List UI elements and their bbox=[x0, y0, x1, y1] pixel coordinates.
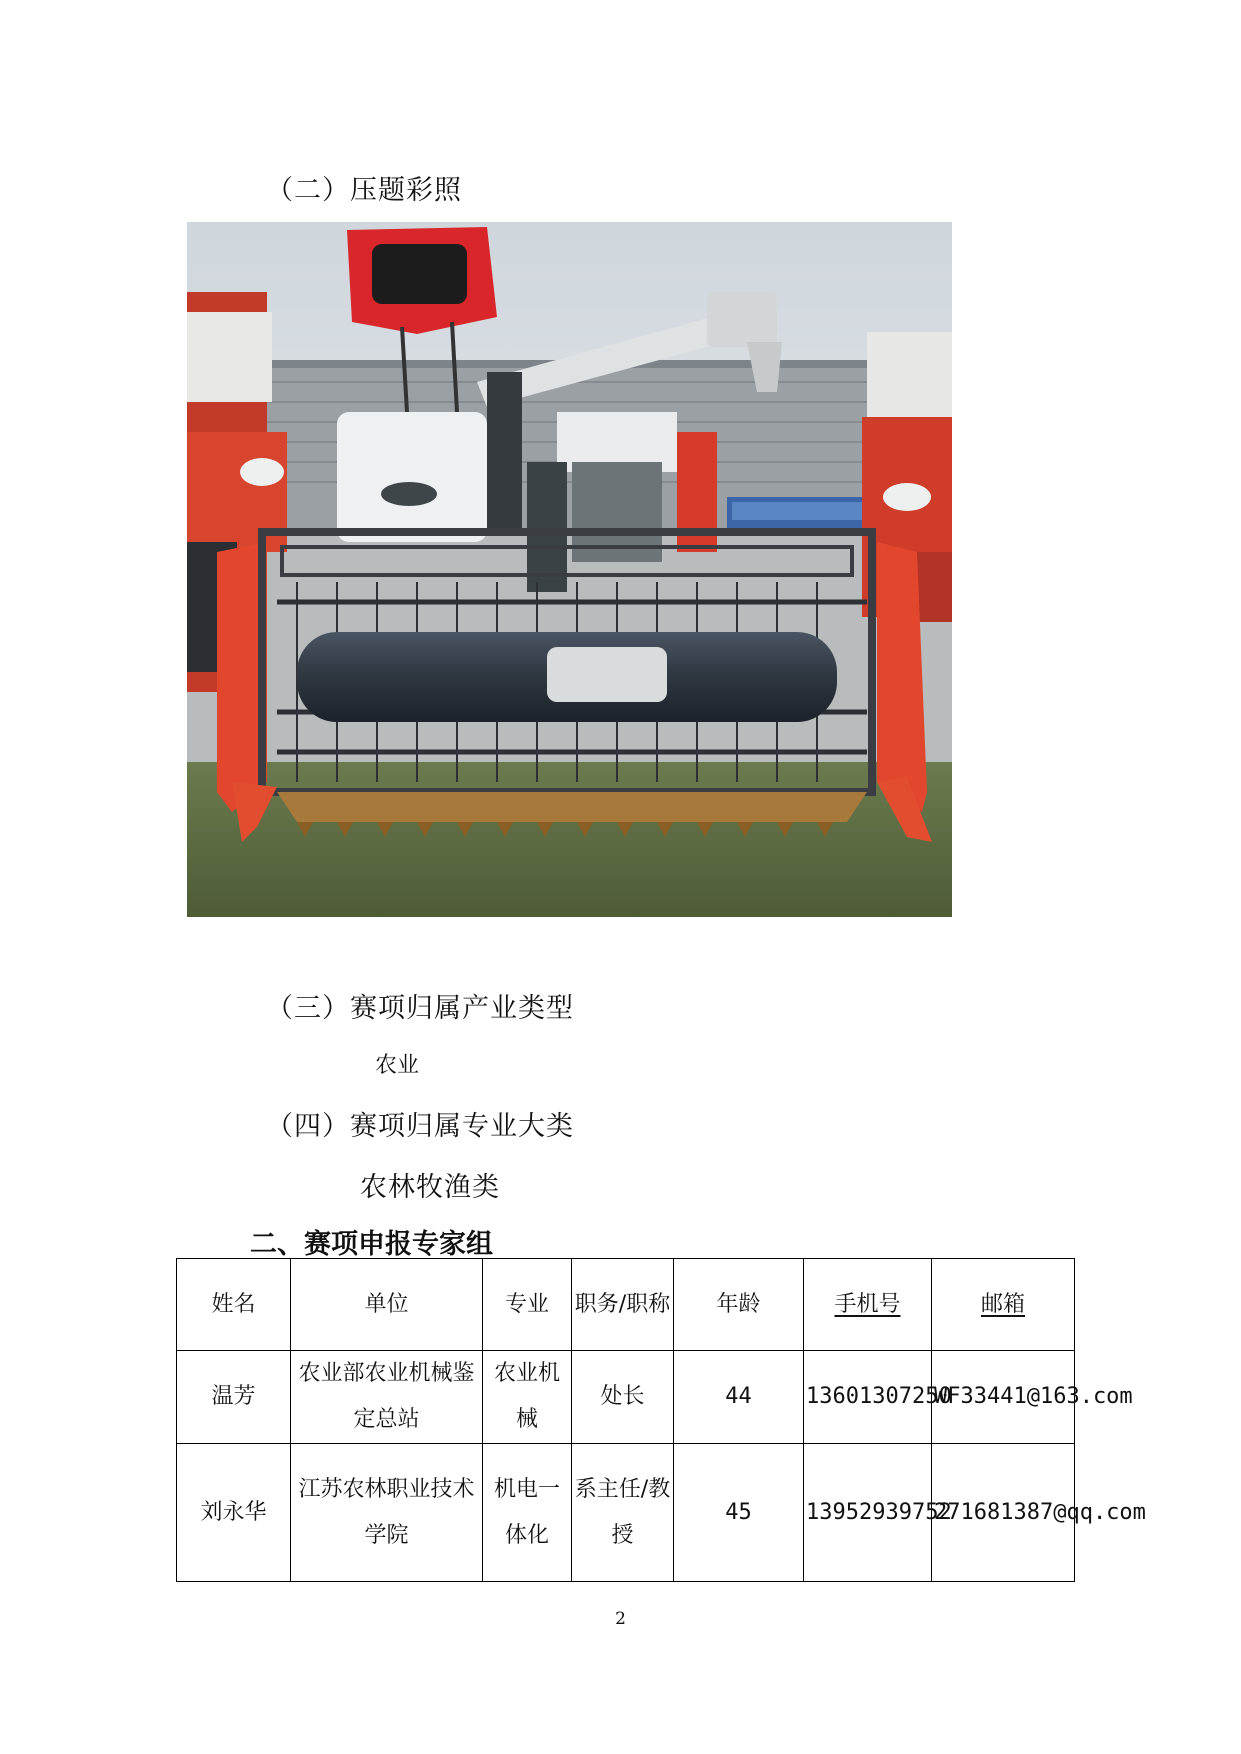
industry-value: 农业 bbox=[375, 1053, 420, 1078]
major-value: 农林牧渔类 bbox=[360, 1172, 500, 1203]
cell-unit: 农业部农业机械鉴定总站 bbox=[291, 1351, 483, 1444]
cell-age: 45 bbox=[674, 1444, 804, 1582]
cell-age: 44 bbox=[674, 1351, 804, 1444]
cell-name: 刘永华 bbox=[177, 1444, 291, 1582]
cell-major: 农业机械 bbox=[483, 1351, 572, 1444]
cell-email: WF33441@163.com bbox=[932, 1351, 1075, 1444]
experts-table bbox=[176, 1258, 1146, 1582]
cell-name: 温芳 bbox=[177, 1351, 291, 1444]
col-header-unit: 单位 bbox=[291, 1259, 483, 1351]
section-major-heading: （四）赛项归属专业大类 bbox=[266, 1111, 574, 1142]
harvester-photo bbox=[187, 222, 952, 917]
cell-major: 机电一体化 bbox=[483, 1444, 572, 1582]
table-row bbox=[177, 1351, 1075, 1444]
col-header-name: 姓名 bbox=[177, 1259, 291, 1351]
table-header-row bbox=[177, 1259, 1075, 1351]
section-industry-heading: （三）赛项归属产业类型 bbox=[266, 993, 574, 1024]
page-number: 2 bbox=[615, 1609, 626, 1629]
col-header-age: 年龄 bbox=[674, 1259, 804, 1351]
col-header-phone: 手机号 bbox=[804, 1259, 932, 1351]
col-header-major: 专业 bbox=[483, 1259, 572, 1351]
table-row bbox=[177, 1444, 1075, 1582]
experts-heading: 二、赛项申报专家组 bbox=[250, 1229, 493, 1260]
cell-title: 系主任/教授 bbox=[572, 1444, 674, 1582]
cell-email: 271681387@qq.com bbox=[932, 1444, 1075, 1582]
cell-unit: 江苏农林职业技术学院 bbox=[291, 1444, 483, 1582]
section-photo-heading: （二）压题彩照 bbox=[266, 175, 462, 206]
cell-phone: 13952939752 bbox=[804, 1444, 932, 1582]
cell-phone: 13601307250 bbox=[804, 1351, 932, 1444]
col-header-title: 职务/职称 bbox=[572, 1259, 674, 1351]
cell-title: 处长 bbox=[572, 1351, 674, 1444]
col-header-email: 邮箱 bbox=[932, 1259, 1075, 1351]
